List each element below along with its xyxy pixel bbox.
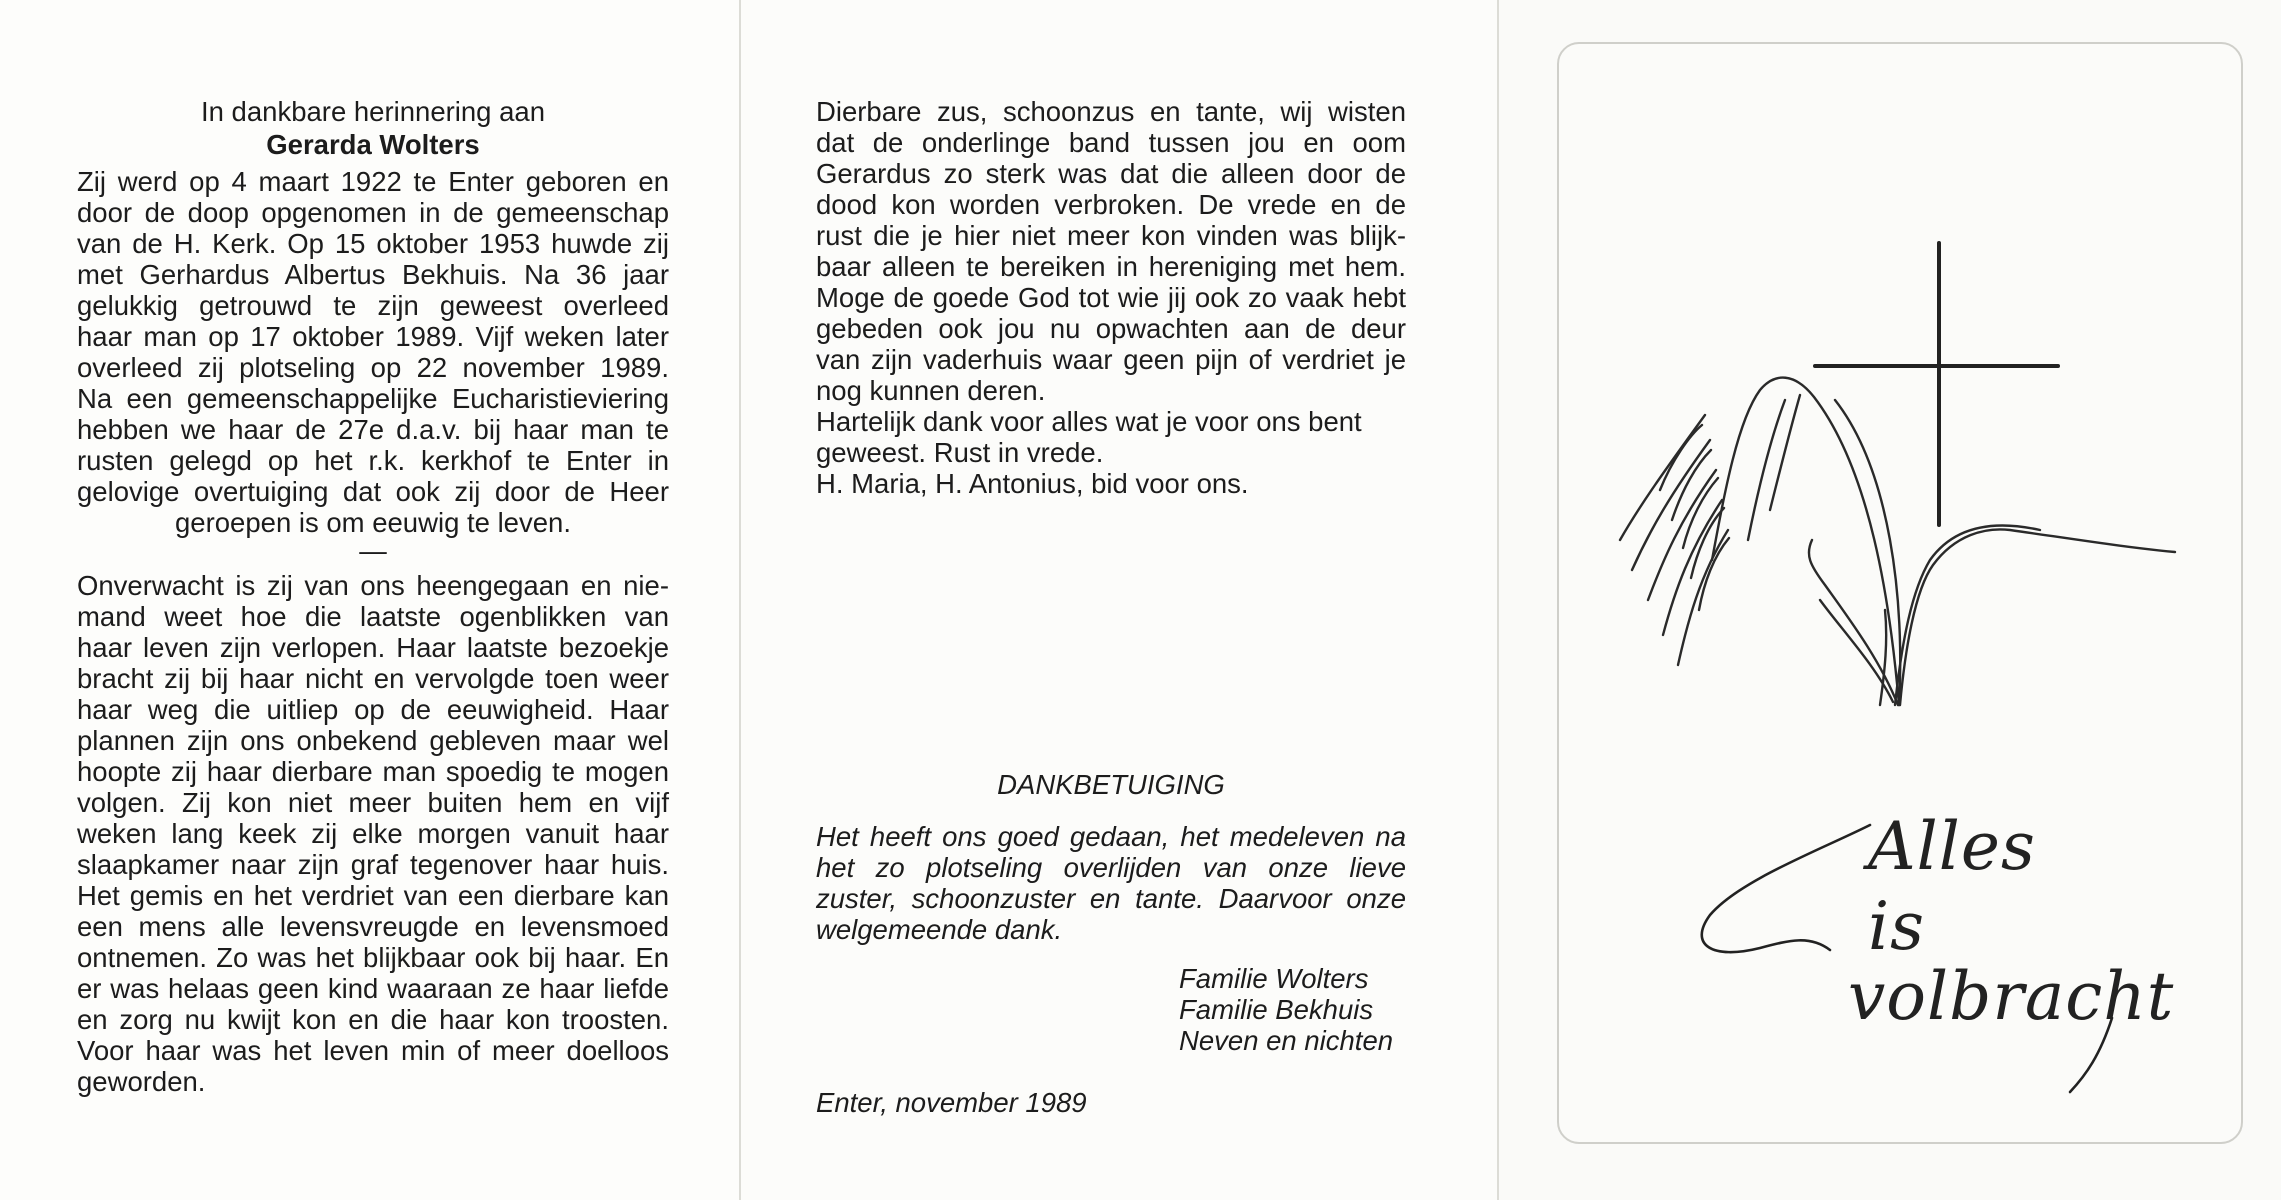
text-line: H. Maria, H. Antonius, bid voor ons. (816, 468, 1249, 499)
signature-line: Familie Bekhuis (1179, 994, 1374, 1025)
separator-dash: — (359, 535, 387, 566)
script-word-alles: Alles (1868, 808, 2036, 885)
farewell-last-line: nog kunnen deren. (816, 375, 1046, 406)
place-date: Enter, november 1989 (816, 1087, 1087, 1118)
text-line: rusten gelegd op het r.k. kerkhof te Enter in (77, 445, 669, 476)
wheat-icon (1620, 378, 2175, 705)
text-line: geweest. Rust in vrede. (816, 437, 1104, 468)
text-line: Het heeft ons goed gedaan, het medeleven na (816, 821, 1406, 852)
signature-line: Neven en nichten (1179, 1025, 1394, 1056)
text-line: baar alleen te bereiken in hereniging met hem. (816, 251, 1406, 282)
text-line: van zijn vaderhuis waar geen pijn of verdriet je (816, 344, 1406, 375)
text-line: gelukkig getrouwd te zijn geweest overleed (77, 290, 669, 321)
text-line: Onverwacht is zij van ons heengegaan en nie- (77, 570, 669, 601)
remembrance-last-line: geworden. (77, 1066, 206, 1097)
text-line: gebeden ook jou nu opwachten aan de deur (816, 313, 1406, 344)
thanks-heading: DANKBETUIGING (997, 769, 1225, 800)
text-line: rust die je hier niet meer kon vinden was blijk- (816, 220, 1406, 251)
text-line: het zo plotseling overlijden van onze lieve (816, 852, 1406, 883)
text-line: haar leven zijn verlopen. Haar laatste bezoekje (77, 632, 669, 663)
text-line: Hartelijk dank voor alles wat je voor ons bent (816, 406, 1362, 437)
text-line: en zorg nu kwijt kon en die haar kon troosten. (77, 1004, 669, 1035)
deceased-name: Gerarda Wolters (266, 129, 480, 160)
cross-icon (1815, 243, 2058, 525)
signature-line: Familie Wolters (1179, 963, 1369, 994)
script-word-volbracht: volbracht (1848, 958, 2175, 1035)
text-line: volgen. Zij kon niet meer buiten hem en vijf (77, 787, 669, 818)
text-line: Na een gemeenschappelijke Eucharistieviering (77, 383, 669, 414)
text-line: met Gerhardus Albertus Bekhuis. Na 36 jaar (77, 259, 669, 290)
text-line: van de H. Kerk. Op 15 oktober 1953 huwde zij (77, 228, 669, 259)
text-line: haar man op 17 oktober 1989. Vijf weken later (77, 321, 669, 352)
biography-last-line: geroepen is om eeuwig te leven. (175, 507, 571, 538)
text-line: zuster, schoonzuster en tante. Daarvoor onze (816, 883, 1406, 914)
text-line: hoopte zij haar dierbare man spoedig te mogen (77, 756, 669, 787)
text-line: Dierbare zus, schoonzus en tante, wij wisten (816, 96, 1406, 127)
intro-line: In dankbare herinnering aan (200, 96, 545, 127)
script-word-is: is (1868, 888, 1925, 965)
text-line: haar weg die uitliep op de eeuwigheid. Haar (77, 694, 669, 725)
text-line: Gerardus zo sterk was dat die alleen door de (816, 158, 1406, 189)
text-line: hebben we haar de 27e d.a.v. bij haar man te (77, 414, 669, 445)
text-line: weken lang keek zij elke morgen vanuit haar (77, 818, 669, 849)
text-line: plannen zijn ons onbekend gebleven maar wel (77, 725, 669, 756)
text-line: slaapkamer naar zijn graf tegenover haar huis. (77, 849, 669, 880)
text-line: een mens alle levensvreugde en levensmoed (77, 911, 669, 942)
text-line: bracht zij bij haar nicht en vervolgde toen weer (77, 663, 669, 694)
text-line: mand weet hoe die laatste ogenblikken van (77, 601, 669, 632)
text-line: Moge de goede God tot wie jij ook zo vaak hebt (816, 282, 1406, 313)
text-line: Voor haar was het leven min of meer doelloos (77, 1035, 669, 1066)
text-line: dat de onderlinge band tussen jou en oom (816, 127, 1406, 158)
text-line: door de doop opgenomen in de gemeenschap (77, 197, 669, 228)
text-line: er was helaas geen kind waaraan ze haar liefde (77, 973, 669, 1004)
text-line: gelovige overtuiging dat ook zij door de Heer (77, 476, 669, 507)
thanks-last-line: welgemeende dank. (816, 914, 1063, 945)
text-line: ontnemen. Zo was het blijkbaar ook bij haar. En (77, 942, 669, 973)
text-line: Het gemis en het verdriet van een dierbare kan (77, 880, 669, 911)
text-line: dood kon worden verbroken. De vrede en de (816, 189, 1406, 220)
text-line: overleed zij plotseling op 22 november 1989. (77, 352, 669, 383)
text-line: Zij werd op 4 maart 1922 te Enter geboren en (77, 166, 669, 197)
